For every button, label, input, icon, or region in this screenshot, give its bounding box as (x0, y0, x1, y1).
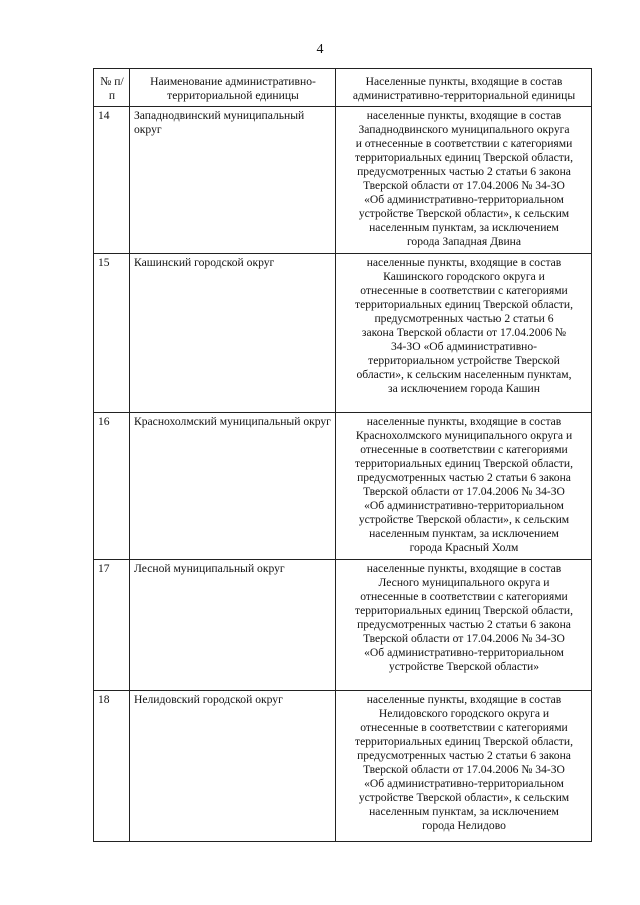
description-line: закона Тверской области от 17.04.2006 № (361, 326, 567, 339)
description-line: предусмотренных частью 2 статьи 6 закона (357, 618, 571, 631)
description-line: устройстве Тверской области», к сельским (358, 791, 570, 804)
description-line: «Об административно-территориальном (364, 777, 564, 790)
description-line: города Красный Холм (409, 541, 519, 554)
description-line: населенные пункты, входящие в состав (366, 562, 562, 575)
table-row (94, 413, 592, 560)
description-line: «Об административно-территориальном (364, 193, 564, 206)
description-line: и отнесенные в соответствии с категориями (355, 137, 573, 150)
description-line: Нелидовского городского округа и (378, 707, 550, 720)
description-line: Западнодвинского муниципального округа (358, 123, 570, 136)
description-line: предусмотренных частью 2 статьи 6 закона (357, 165, 571, 178)
description-line: предусмотренных частью 2 статьи 6 (374, 312, 554, 325)
header-num: № п/п (94, 69, 130, 107)
description-line: предусмотренных частью 2 статьи 6 закона (357, 471, 571, 484)
description-line: населенным пунктам, за исключением (369, 221, 559, 234)
description-line: территориальных единиц Тверской области, (355, 604, 573, 617)
description-line: Кашинского городского округа и (383, 270, 545, 283)
description-line: устройстве Тверской области», к сельским (358, 207, 570, 220)
unit-name: Нелидовский городской округ (130, 691, 336, 842)
description-line: 34-ЗО «Об административно- (390, 340, 538, 353)
description-line: населенным пунктам, за исключением (369, 527, 559, 540)
unit-name: Кашинский городской округ (130, 254, 336, 413)
description-line: Тверской области от 17.04.2006 № 34-ЗО (363, 632, 565, 645)
table-row (94, 691, 592, 842)
page-number: 4 (316, 42, 324, 57)
description-line: отнесенные в соответствии с категориями (360, 721, 568, 734)
description-line: территориальных единиц Тверской области, (355, 457, 573, 470)
description-line: населенные пункты, входящие в состав (366, 693, 562, 706)
settlements-description (336, 413, 592, 560)
unit-name: Западнодвинский муниципальный округ (130, 107, 336, 254)
description-line: населенным пунктам, за исключением (369, 805, 559, 818)
description-line: города Нелидово (422, 819, 506, 832)
settlements-description (336, 691, 592, 842)
settlements-description (336, 107, 592, 254)
header-settlements: Населенные пункты, входящие в состав административно-территориальной единицы (336, 69, 592, 107)
description-line: отнесенные в соответствии с категориями (360, 284, 568, 297)
description-line: территориальном устройстве Тверской (368, 354, 560, 367)
settlements-description (336, 254, 592, 413)
description-line: области», к сельским населенным пунктам, (356, 368, 572, 381)
description-line: территориальных единиц Тверской области, (355, 298, 573, 311)
description-line: «Об административно-территориальном (364, 499, 564, 512)
description-line: за исключением города Кашин (388, 382, 540, 395)
table-row (94, 254, 592, 413)
description-line: населенные пункты, входящие в состав (366, 415, 562, 428)
settlements-description (336, 560, 592, 691)
description-line: Краснохолмского муниципального округа и (355, 429, 573, 442)
description-line: отнесенные в соответствии с категориями (360, 443, 568, 456)
description-line: города Западная Двина (406, 235, 522, 248)
description-line: населенные пункты, входящие в состав (366, 109, 562, 122)
description-line: населенные пункты, входящие в состав (366, 256, 562, 269)
table-row (94, 107, 592, 254)
table-row (94, 560, 592, 691)
header-name: Наименование административно-территориальной единицы (130, 69, 336, 107)
description-line: территориальных единиц Тверской области, (355, 151, 573, 164)
row-number: 15 (94, 254, 130, 413)
table-header-row (94, 69, 592, 107)
description-line: предусмотренных частью 2 статьи 6 закона (357, 749, 571, 762)
row-number: 16 (94, 413, 130, 560)
settlements-table (93, 68, 592, 842)
unit-name: Лесной муниципальный округ (130, 560, 336, 691)
row-number: 14 (94, 107, 130, 254)
description-line: Тверской области от 17.04.2006 № 34-ЗО (363, 485, 565, 498)
description-line: Тверской области от 17.04.2006 № 34-ЗО (363, 763, 565, 776)
description-line: устройстве Тверской области», к сельским (358, 513, 570, 526)
description-line: территориальных единиц Тверской области, (355, 735, 573, 748)
description-line: Тверской области от 17.04.2006 № 34-ЗО (363, 179, 565, 192)
unit-name: Краснохолмский муниципальный округ (130, 413, 336, 560)
description-line: устройстве Тверской области» (388, 660, 540, 673)
row-number: 17 (94, 560, 130, 691)
description-line: «Об административно-территориальном (364, 646, 564, 659)
row-number: 18 (94, 691, 130, 842)
description-line: отнесенные в соответствии с категориями (360, 590, 568, 603)
description-line: Лесного муниципального округа и (378, 576, 550, 589)
